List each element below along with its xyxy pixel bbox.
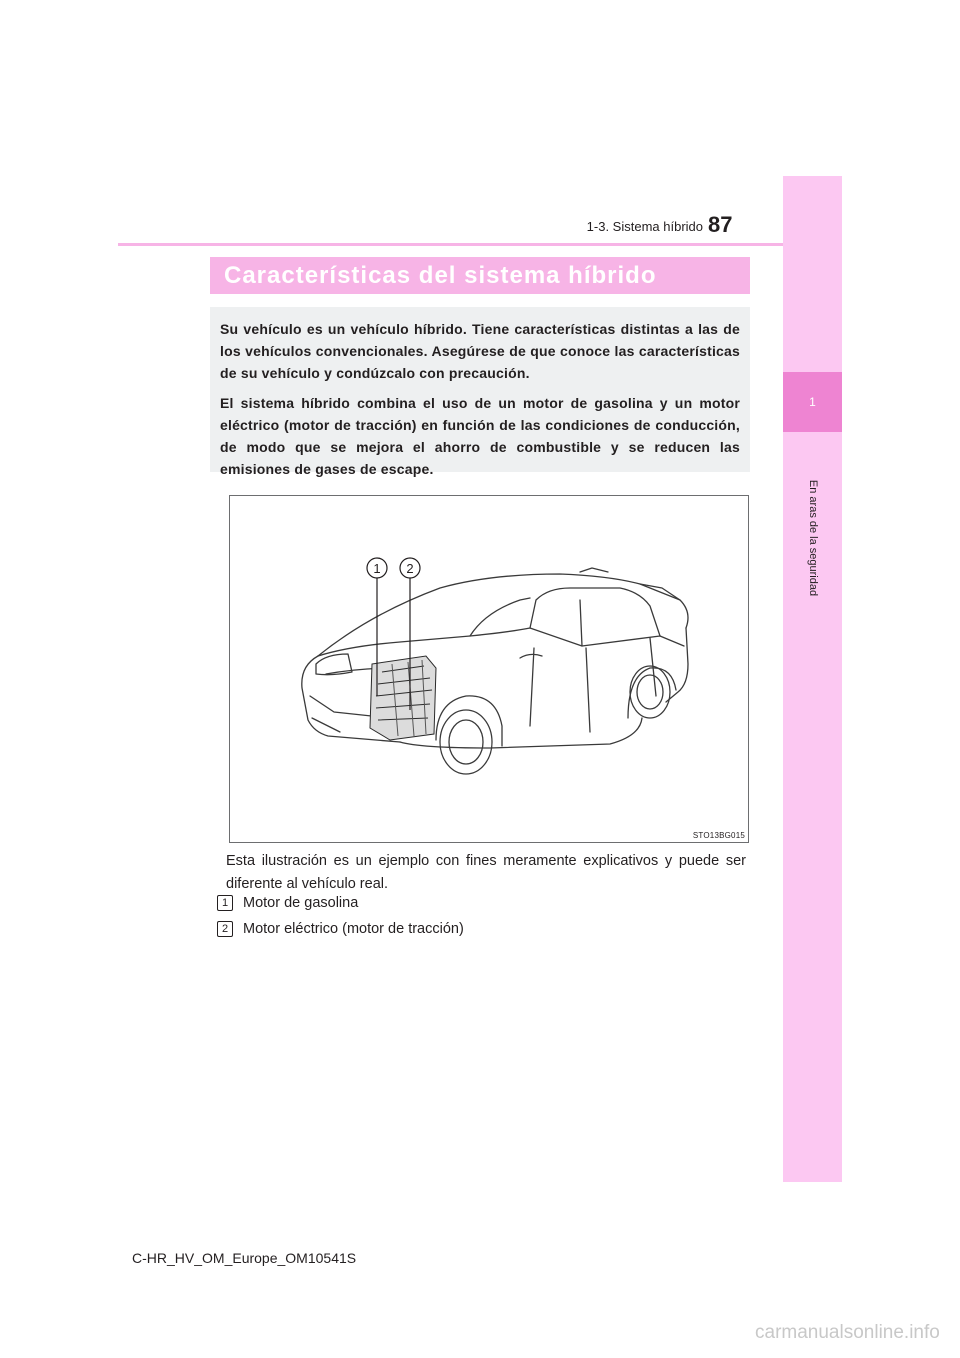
chapter-title: En aras de la seguridad	[807, 479, 819, 597]
watermark: carmanualsonline.info	[755, 1322, 940, 1343]
legend-label: Motor eléctrico (motor de tracción)	[243, 921, 464, 937]
intro-paragraph-2: El sistema híbrido combina el uso de un motor de gasolina y un motor eléctrico (motor de tracción) en función de las condiciones de conducción, de modo que se mejora el ahorro de combustible y se reducen las emisiones de gases de escape.	[220, 395, 740, 477]
intro-paragraph-1: Su vehículo es un vehículo híbrido. Tiene características distintas a las de los vehículos convencionales. Asegúrese de que conoce las características de su vehículo y condúzcalo con precaución.	[220, 321, 740, 381]
legend-label: Motor de gasolina	[243, 895, 359, 911]
callout-2-label: 2	[406, 561, 414, 576]
chapter-side-tab	[783, 176, 842, 1182]
illustration-note: Esta ilustración es un ejemplo con fines meramente explicativos y puede ser diferente al vehículo real.	[226, 853, 746, 892]
section-title-bar	[210, 257, 750, 294]
legend-item-1	[217, 895, 358, 911]
car-drawing	[230, 496, 748, 842]
callout-1-label: 1	[373, 561, 381, 576]
legend-item-2	[217, 921, 464, 937]
header-rule	[118, 243, 842, 246]
image-code: STO13BG015	[692, 831, 745, 840]
page-number: 87	[708, 212, 733, 237]
document-code: C-HR_HV_OM_Europe_OM10541S	[132, 1250, 357, 1266]
legend-number-badge: 1	[217, 895, 233, 911]
legend-number-badge: 2	[217, 921, 233, 937]
section-reference: 1-3. Sistema híbrido	[586, 219, 703, 234]
intro-box	[210, 307, 750, 477]
hybrid-system-illustration	[229, 495, 749, 843]
chapter-number: 1	[783, 372, 842, 432]
section-title: Características del sistema híbrido	[224, 261, 657, 289]
